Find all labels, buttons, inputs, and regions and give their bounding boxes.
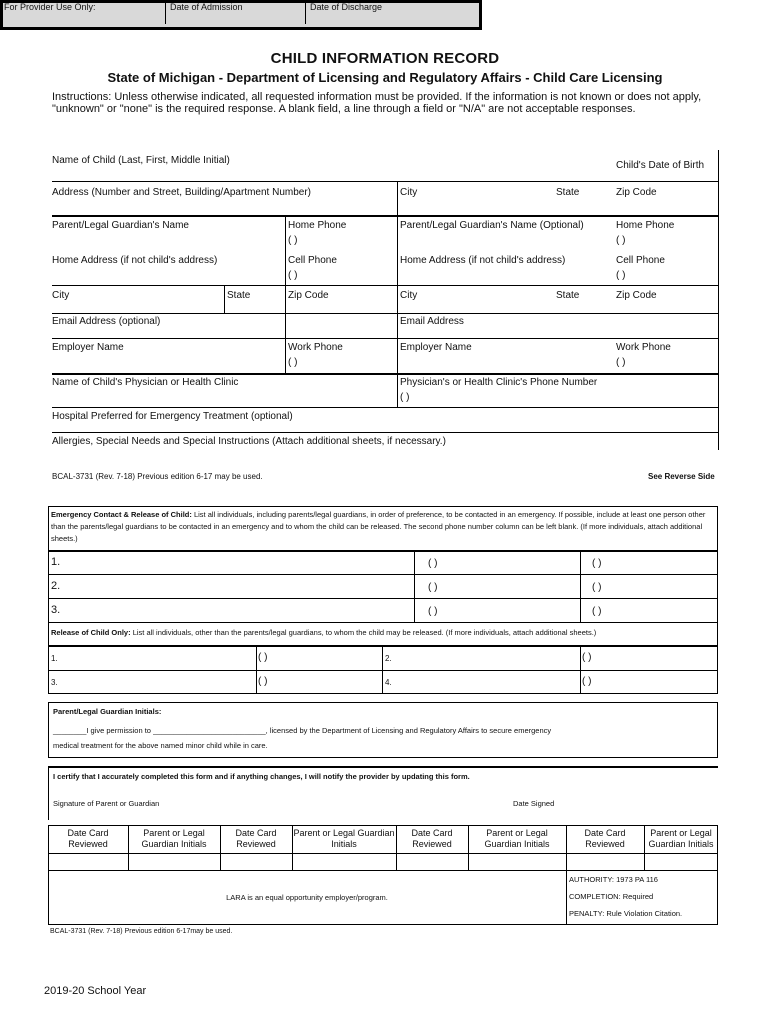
guardian1-zip-field[interactable]: Zip Code <box>288 290 329 301</box>
release-text: List all individuals, other than the parents/legal guardians, to whom the child may be released. (If more individuals, attach additional sheets.) <box>130 628 597 637</box>
guardian2-home-address-field[interactable]: Home Address (if not child's address) <box>400 255 566 266</box>
guardian2-home-phone-paren: ( ) <box>616 235 626 246</box>
guardian1-state-field[interactable]: State <box>227 290 251 301</box>
guardian1-home-phone-field[interactable]: Home Phone <box>288 220 347 231</box>
child-dob-field[interactable]: Child's Date of Birth <box>616 160 705 171</box>
penalty-text: PENALTY: Rule Violation Citation. <box>569 909 683 918</box>
lara-notice: LARA is an equal opportunity employer/program. <box>226 893 388 902</box>
review-date-col-3: Date Card Reviewed <box>411 828 453 849</box>
physician-phone-field[interactable]: Physician's or Health Clinic's Phone Number <box>400 377 598 388</box>
guardian1-work-phone-field[interactable]: Work Phone <box>288 342 343 353</box>
release-row-2-phone[interactable]: ( ) <box>582 652 592 663</box>
emergency-row-1[interactable]: 1. <box>51 556 61 568</box>
child-state-field[interactable]: State <box>556 187 580 198</box>
review-date-col-1: Date Card Reviewed <box>67 828 109 849</box>
guardian1-city-field[interactable]: City <box>52 290 70 301</box>
emergency-row-2-phone2[interactable]: ( ) <box>592 582 602 593</box>
release-row-4[interactable]: 4. <box>385 678 392 687</box>
guardian2-work-phone-paren: ( ) <box>616 357 626 368</box>
guardian2-cell-phone-paren: ( ) <box>616 270 626 281</box>
review-initials-col-2: Parent or Legal Guardian Initials <box>293 828 395 849</box>
emergency-row-3-phone1[interactable]: ( ) <box>428 606 438 617</box>
guardian1-home-address-field[interactable]: Home Address (if not child's address) <box>52 255 218 266</box>
child-name-field[interactable]: Name of Child (Last, First, Middle Initial) <box>52 155 230 166</box>
allergies-field[interactable]: Allergies, Special Needs and Special Instructions (Attach additional sheets, if necessary.) <box>52 436 446 447</box>
date-of-admission-field[interactable]: Date of Admission <box>166 0 306 24</box>
emergency-row-2-phone1[interactable]: ( ) <box>428 582 438 593</box>
review-initials-col-4: Parent or Legal Guardian Initials <box>648 828 714 849</box>
see-reverse-side: See Reverse Side <box>648 472 715 481</box>
initials-permission-line[interactable]: ________I give permission to ___________________________, licensed by the Department of Licensing and Regulatory Affairs to secure emergency <box>53 726 552 735</box>
emergency-row-1-phone1[interactable]: ( ) <box>428 558 438 569</box>
release-row-3-phone[interactable]: ( ) <box>258 676 268 687</box>
guardian1-cell-phone-field[interactable]: Cell Phone <box>288 255 337 266</box>
emergency-row-1-phone2[interactable]: ( ) <box>592 558 602 569</box>
child-zip-field[interactable]: Zip Code <box>616 187 657 198</box>
physician-phone-paren: ( ) <box>400 392 410 403</box>
for-provider-label: For Provider Use Only: <box>0 0 166 24</box>
hospital-field[interactable]: Hospital Preferred for Emergency Treatment (optional) <box>52 411 293 422</box>
emergency-row-3[interactable]: 3. <box>51 604 61 616</box>
page2-form-id: BCAL-3731 (Rev. 7-18) Previous edition 6-17may be used. <box>50 928 233 935</box>
guardian2-work-phone-field[interactable]: Work Phone <box>616 342 671 353</box>
school-year: 2019-20 School Year <box>44 985 147 997</box>
emergency-heading: Emergency Contact & Release of Child: <box>51 510 192 519</box>
guardian2-state-field[interactable]: State <box>556 290 580 301</box>
completion-text: COMPLETION: Required <box>569 892 654 901</box>
date-signed-field[interactable]: Date Signed <box>513 799 555 808</box>
release-row-1[interactable]: 1. <box>51 654 58 663</box>
guardian1-email-field[interactable]: Email Address (optional) <box>52 316 161 327</box>
guardian1-name-field[interactable]: Parent/Legal Guardian's Name <box>52 220 189 231</box>
guardian2-city-field[interactable]: City <box>400 290 418 301</box>
provider-use-box <box>0 0 482 30</box>
review-initials-col-3: Parent or Legal Guardian Initials <box>484 828 550 849</box>
release-instructions <box>51 628 596 637</box>
guardian1-cell-phone-paren: ( ) <box>288 270 298 281</box>
guardian2-employer-field[interactable]: Employer Name <box>400 342 472 353</box>
guardian1-work-phone-paren: ( ) <box>288 357 298 368</box>
release-heading: Release of Child Only: <box>51 628 131 637</box>
guardian2-email-field[interactable]: Email Address <box>400 316 464 327</box>
review-initials-col-1: Parent or Legal Guardian Initials <box>141 828 207 849</box>
initials-heading: Parent/Legal Guardian Initials: <box>53 707 162 716</box>
guardian1-home-phone-paren: ( ) <box>288 235 298 246</box>
page1-form-id: BCAL-3731 (Rev. 7-18) Previous edition 6-17 may be used. <box>52 472 263 481</box>
emergency-row-3-phone2[interactable]: ( ) <box>592 606 602 617</box>
physician-name-field[interactable]: Name of Child's Physician or Health Clinic <box>52 377 239 388</box>
guardian1-employer-field[interactable]: Employer Name <box>52 342 124 353</box>
emergency-text: List all individuals, including parents/legal guardians, in order of preference, to be contacted in an emergency. If possible, include at least one person other than the parents/legal guardians to be contacted in an emergency and to whom the child can be released. The second phone number column can be left blank. (If more individuals, attach additional sheets.) <box>51 510 706 543</box>
guardian2-name-field[interactable]: Parent/Legal Guardian's Name (Optional) <box>400 220 584 231</box>
guardian2-zip-field[interactable]: Zip Code <box>616 290 657 301</box>
review-date-col-2: Date Card Reviewed <box>235 828 277 849</box>
child-city-field[interactable]: City <box>400 187 418 198</box>
release-row-4-phone[interactable]: ( ) <box>582 676 592 687</box>
release-row-3[interactable]: 3. <box>51 678 58 687</box>
signature-field[interactable]: Signature of Parent or Guardian <box>53 799 160 808</box>
review-date-col-4: Date Card Reviewed <box>584 828 626 849</box>
child-address-field[interactable]: Address (Number and Street, Building/Apartment Number) <box>52 187 312 198</box>
initials-permission-line2: medical treatment for the above named minor child while in care. <box>53 741 268 750</box>
guardian2-home-phone-field[interactable]: Home Phone <box>616 220 675 231</box>
emergency-row-2[interactable]: 2. <box>51 580 61 592</box>
authority-text: AUTHORITY: 1973 PA 116 <box>569 875 658 884</box>
release-row-2[interactable]: 2. <box>385 654 392 663</box>
form-title: CHILD INFORMATION RECORD <box>270 50 500 67</box>
instructions: Instructions: Unless otherwise indicated, all requested information must be provided. If the information is not known or does not apply, "unknown" or "none" is the required response. A blank field, a line through a field or "N/A" are not acceptable responses. <box>52 91 702 115</box>
release-row-1-phone[interactable]: ( ) <box>258 652 268 663</box>
guardian2-cell-phone-field[interactable]: Cell Phone <box>616 255 665 266</box>
emergency-instructions <box>51 509 715 545</box>
certify-text: I certify that I accurately completed this form and if anything changes, I will notify the provider by updating this form. <box>53 772 470 781</box>
form-subtitle: State of Michigan - Department of Licensing and Regulatory Affairs - Child Care Licensing <box>107 70 663 85</box>
date-of-discharge-field[interactable]: Date of Discharge <box>310 2 383 12</box>
